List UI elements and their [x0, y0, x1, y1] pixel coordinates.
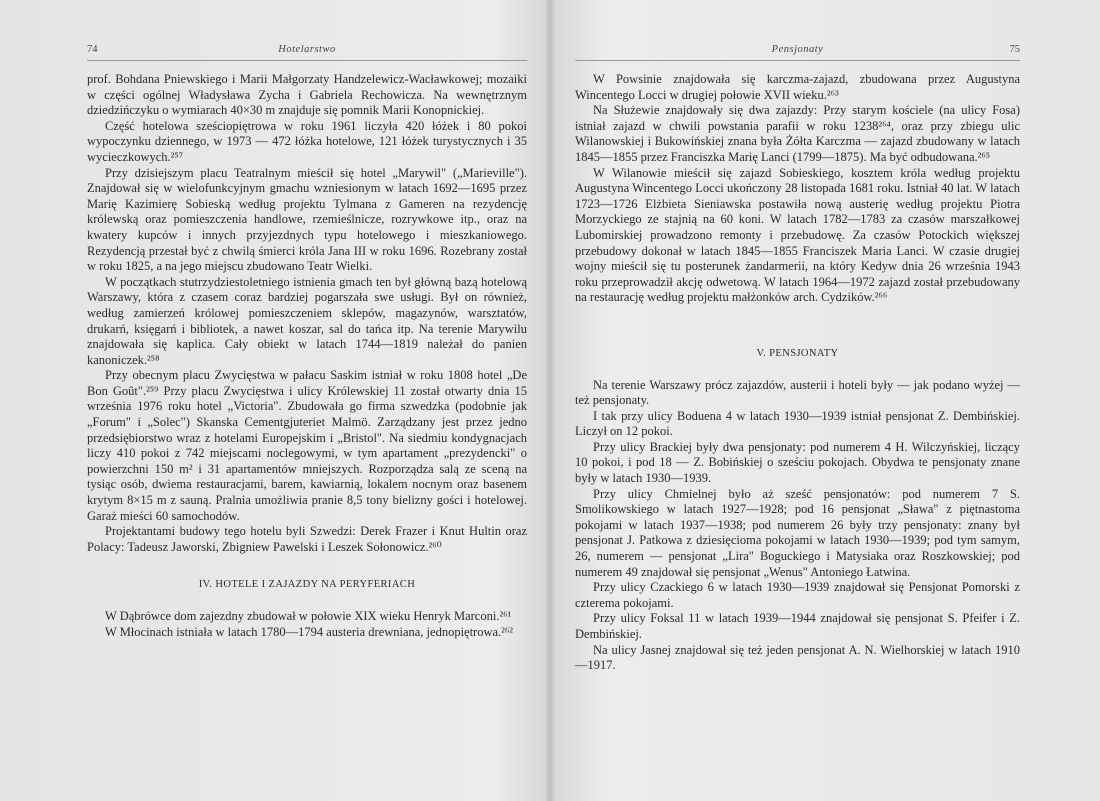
- paragraph: Przy ulicy Foksal 11 w latach 1939—1944 znajdował się pensjonat S. Pfeifer i Z. Dembińskiej.: [575, 611, 1020, 641]
- paragraph: Na Służewie znajdowały się dwa zajazdy: Przy starym kościele (na ulicy Fosa) istniał zajazd w chwili powstania parafii w roku 1238²⁶⁴, oraz przy zbiegu ulic Wilanowskiej i Bukowińskiej znana była Żółta Karczma — zajazd zbudowany w latach 1845—1855 przez Franciszka Marię Lanci (1799—1875). Ma być odbudowana.²⁶⁵: [575, 103, 1020, 164]
- section-heading: IV. HOTELE I ZAJAZDY NA PERYFERIACH: [198, 579, 416, 591]
- paragraph: I tak przy ulicy Boduena 4 w latach 1930—1939 istniał pensjonat Z. Dembińskiej. Liczył on 12 pokoi.: [575, 408, 1020, 439]
- paragraph: Projektantami budowy tego hotelu byli Szwedzi: Derek Frazer i Knut Hultin oraz Polacy: Tadeusz Jaworski, Zbigniew Pawelski i Leszek Sołonowicz.²⁶⁰: [87, 524, 527, 554]
- paragraph: Przy ulicy Brackiej były dwa pensjonaty: pod numerem 4 H. Wilczyńskiej, liczący 10 pokoi, i pod 18 — Z. Bobińskiej o sześciu pokojach. Obydwa te pensjonaty znane były w latach 1930—1939.: [575, 439, 1020, 486]
- paragraph: Przy ulicy Chmielnej było aż sześć pensjonatów: pod numerem 7 S. Smolikowskiego w latach 1927—1928; pod 16 pensjonat „Sława" z piętnastoma pokojami w latach 1937—1938; pod numerem 26 były trzy pensjonaty: znany był pensjonat J. Patkowa z dziesięcioma pokojami w latach 1930—1939; pod tym samym, 26, numerem — pensjonat „Lira" Boguckiego i Matysiaka oraz Roszkowskiej; pod numerem 49 znajdował się pensjonat „Wenus" Antoniego Łatwina.: [575, 486, 1020, 579]
- paragraph: W Młocinach istniała w latach 1780—1794 austeria drewniana, jednopiętrowa.²⁶²: [105, 624, 514, 639]
- running-head: Hotelarstwo: [278, 44, 336, 55]
- page-number: 74: [87, 44, 98, 55]
- right-page-header: [575, 44, 1020, 61]
- running-head: Pensjonaty: [771, 44, 824, 55]
- paragraph: W Powsinie znajdowała się karczma-zajazd, zbudowana przez Augustyna Wincentego Locci w drugiej połowie XVII wieku.²⁶³: [575, 72, 1020, 102]
- paragraph: Przy ulicy Czackiego 6 w latach 1930—1939 znajdował się Pensjonat Pomorski z czterema pokojami.: [575, 580, 1020, 610]
- paragraph: Część hotelowa sześciopiętrowa w roku 1961 liczyła 420 łóżek i 80 pokoi wypoczynku dziennego, w 1973 — 472 łóżka hotelowe, 121 łóżek turystycznych i 35 wycieczkowych.²⁵⁷: [87, 118, 527, 164]
- right-page: [550, 0, 1100, 801]
- left-page-text: [87, 72, 527, 640]
- right-page-text: [575, 72, 1020, 674]
- paragraph: Przy dzisiejszym placu Teatralnym mieścił się hotel „Marywil" („Marieville"). Znajdował się w wielofunkcyjnym gmachu wzniesionym w latach 1692—1695 przez Marię Kazimierę Sobieską według projektu Tylmana z Gameren na rezydencję królewską oraz pomieszczenia handlowe, rzemieślnicze, rozrywkowe itp., oraz na kwatery kupców i innych przyjezdnych typu hotelowego i mieszkaniowego. Rezydencją przestał być z chwilą śmierci króla Jana III w roku 1696. Rozebrany został w roku 1825, a na jego miejscu zbudowano Teatr Wielki.: [87, 165, 527, 274]
- paragraph: W początkach stutrzydziestoletniego istnienia gmach ten był główną bazą hotelową Warszawy, która z czasem coraz bardziej pogarszała swe usługi. Był on również, według zamierzeń królowej pomieszczeniem sklepów, magazynów, warsztatów, drukarń, księgarń i bibliotek, a nawet koszar, sal do tańca itp. Na terenie Marywilu znajdowała się kaplica. Cały obiekt w latach 1744—1819 należał do panien kanoniczek.²⁵⁸: [87, 274, 527, 367]
- paragraph: Na terenie Warszawy prócz zajazdów, austerii i hoteli były — jak podano wyżej — też pensjonaty.: [575, 377, 1020, 408]
- left-page-header: [87, 44, 527, 61]
- paragraph: W Dąbrówce dom zajezdny zbudował w połowie XIX wieku Henryk Marconi.²⁶¹: [105, 609, 512, 623]
- page-number: 75: [1009, 44, 1020, 55]
- paragraph: prof. Bohdana Pniewskiego i Marii Małgorzaty Handzelewicz-Wacławkowej; mozaiki w części ogólnej Władysława Zycha i Gabriela Rechowicza. Na wewnętrznym dziedzińczyku o wymiarach 40×30 m znajduje się pomnik Marii Konopnickiej.: [87, 72, 527, 118]
- paragraph: Przy obecnym placu Zwycięstwa w pałacu Saskim istniał w roku 1808 hotel „De Bon Goût".²⁵⁹ Przy placu Zwycięstwa i ulicy Królewskiej 11 został otwarty dnia 15 września 1976 roku hotel „Victoria". Zbudowała go firma szwedzka (podobnie jak „Forum" i „Solec") Skanska Cementgjuteriet Malmö. Zarządzany jest przez jedno przedsiębiorstwo wraz z hotelami Europejskim i „Bristol". Na siedmiu kondygnacjach liczy 410 pokoi z 742 miejscami noclegowymi, w tym apartament „prezydencki" o powierzchni 150 m² i 31 apartamentów mniejszych. Rozporządza salą ze sceną na tysiąc osób, dwiema restauracjami, barem, kawiarnią, lokalem nocnym oraz basenem krytym 8×15 m z sauną. Pralnia umożliwia pranie 8,5 tony bielizny gości i hotelowej. Garaż mieści 60 samochodów.: [87, 368, 527, 523]
- paragraph: Na ulicy Jasnej znajdował się też jeden pensjonat A. N. Wielhorskiej w latach 1910—1917.: [575, 642, 1020, 673]
- section-heading: V. PENSJONATY: [756, 347, 839, 359]
- paragraph: W Wilanowie mieścił się zajazd Sobieskiego, kosztem króla według projektu Augustyna Wincentego Locci ukończony 28 listopada 1681 roku. Istniał 40 lat. W latach 1723—1726 Elżbieta Sieniawska postawiła nową austerię według projektu Piotra Morzyckiego ze stajnią na 60 koni. W latach 1782—1783 za czasów marszałkowej Lubomirskiej prowadzono remonty i przebudowę. Za czasów Potockich większej przebudowy dokonał w latach 1845—1855 Franciszek Maria Lanci. W czasie drugiej wojny mieścił się tu posterunek żandarmerii, na który Kedyw dnia 26 września 1943 roku przeprowadził akcję odwetową. W latach 1964—1972 zajazd został przebudowany na restaurację według projektu małżonków arch. Cydzików.²⁶⁶: [575, 165, 1020, 305]
